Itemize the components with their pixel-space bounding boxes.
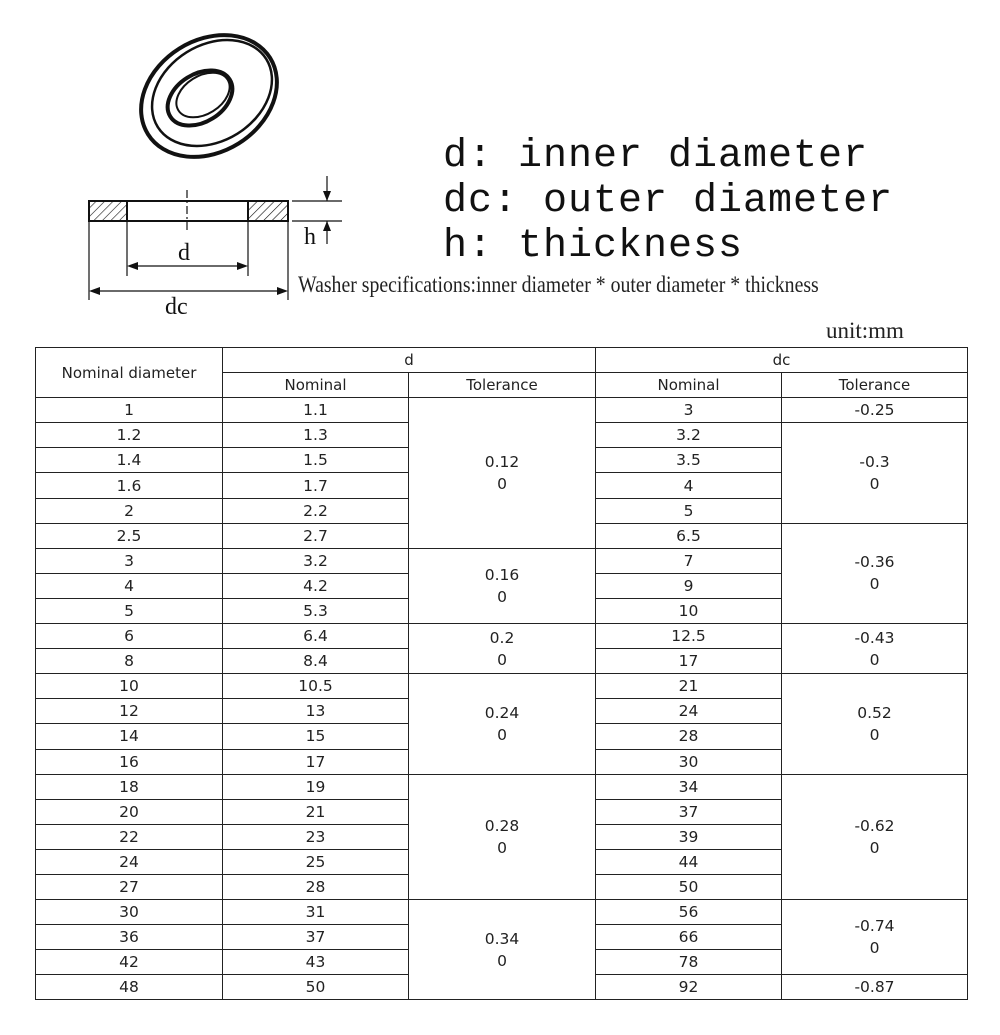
- dc-tolerance-cell: [782, 674, 968, 774]
- header-dc: dc: [596, 348, 968, 373]
- tolerance-lower: 0: [497, 650, 507, 669]
- d-nominal-cell: 2.2: [223, 498, 409, 523]
- dc-nominal-cell: 30: [596, 749, 782, 774]
- tolerance-lower: 0: [869, 939, 880, 958]
- dc-nominal-cell: 10: [596, 598, 782, 623]
- d-nominal-cell: 31: [223, 900, 409, 925]
- legend-outer-diameter: dc: outer diameter: [443, 179, 894, 224]
- dc-nominal-cell: 28: [596, 724, 782, 749]
- d-tolerance-cell: [409, 774, 596, 899]
- tolerance-upper: 0.52: [857, 703, 892, 722]
- nominal-diameter-cell: 8: [36, 649, 223, 674]
- tolerance-lower: 0: [497, 725, 507, 744]
- legend-inner-diameter: d: inner diameter: [443, 134, 869, 179]
- nominal-diameter-cell: 24: [36, 849, 223, 874]
- nominal-diameter-cell: 4: [36, 573, 223, 598]
- tolerance-upper: 0.34: [484, 929, 520, 948]
- tolerance-upper: -0.43: [854, 628, 895, 647]
- d-nominal-cell: 5.3: [223, 598, 409, 623]
- dc-nominal-cell: 12.5: [596, 624, 782, 649]
- header-dc-nominal: Nominal: [596, 373, 782, 398]
- d-nominal-cell: 1.3: [223, 423, 409, 448]
- nominal-diameter-cell: 1.6: [36, 473, 223, 498]
- dc-nominal-cell: 44: [596, 849, 782, 874]
- table-row: [36, 674, 968, 699]
- legend-thickness: h: thickness: [443, 224, 744, 269]
- dc-label: dc: [165, 294, 188, 320]
- nominal-diameter-cell: 6: [36, 624, 223, 649]
- nominal-diameter-cell: 12: [36, 699, 223, 724]
- nominal-diameter-cell: 30: [36, 900, 223, 925]
- dc-nominal-cell: 78: [596, 950, 782, 975]
- tolerance-lower: 0: [497, 951, 507, 970]
- washer-isometric-view: [118, 10, 299, 181]
- tolerance-lower: 0: [869, 575, 880, 594]
- tolerance-lower: 0: [869, 474, 880, 493]
- d-nominal-cell: 25: [223, 849, 409, 874]
- dc-tolerance-cell: [782, 398, 968, 423]
- dc-nominal-cell: 4: [596, 473, 782, 498]
- dc-nominal-cell: 21: [596, 674, 782, 699]
- nominal-diameter-cell: 1.2: [36, 423, 223, 448]
- d-nominal-cell: 37: [223, 925, 409, 950]
- washer-cross-section: [89, 190, 288, 230]
- tolerance-upper: 0.16: [484, 565, 520, 584]
- dc-nominal-cell: 3: [596, 398, 782, 423]
- header-d-tolerance: Tolerance: [409, 373, 596, 398]
- d-tolerance-cell: [409, 900, 596, 1000]
- d-tolerance-cell: [409, 548, 596, 623]
- d-nominal-cell: 13: [223, 699, 409, 724]
- tolerance-upper: -0.3: [859, 452, 890, 471]
- tolerance-upper: -0.25: [854, 401, 895, 420]
- dc-nominal-cell: 56: [596, 900, 782, 925]
- dc-nominal-cell: 50: [596, 874, 782, 899]
- dc-nominal-cell: 34: [596, 774, 782, 799]
- d-nominal-cell: 2.7: [223, 523, 409, 548]
- h-dimension: [292, 176, 342, 244]
- nominal-diameter-cell: 14: [36, 724, 223, 749]
- d-nominal-cell: 4.2: [223, 573, 409, 598]
- d-nominal-cell: 50: [223, 975, 409, 1000]
- nominal-diameter-cell: 22: [36, 824, 223, 849]
- dc-tolerance-cell: [782, 975, 968, 1000]
- d-tolerance-cell: [409, 674, 596, 774]
- d-nominal-cell: 43: [223, 950, 409, 975]
- tolerance-upper: -0.36: [854, 553, 895, 572]
- tolerance-upper: -0.87: [854, 978, 895, 997]
- spec-table-body: [36, 398, 968, 1000]
- dc-nominal-cell: 3.2: [596, 423, 782, 448]
- tolerance-upper: 0.2: [489, 628, 515, 647]
- dc-nominal-cell: 17: [596, 649, 782, 674]
- tolerance-upper: -0.62: [854, 816, 895, 835]
- dc-tolerance-cell: [782, 624, 968, 674]
- dc-nominal-cell: 37: [596, 799, 782, 824]
- dc-tolerance-cell: [782, 523, 968, 623]
- tolerance-upper: 0.24: [484, 703, 520, 722]
- d-nominal-cell: 21: [223, 799, 409, 824]
- dc-nominal-cell: 39: [596, 824, 782, 849]
- nominal-diameter-cell: 42: [36, 950, 223, 975]
- tolerance-lower: 0: [869, 650, 880, 669]
- dc-tolerance-cell: [782, 423, 968, 523]
- dc-nominal-cell: 3.5: [596, 448, 782, 473]
- d-tolerance-cell: [409, 624, 596, 674]
- nominal-diameter-cell: 18: [36, 774, 223, 799]
- nominal-diameter-cell: 3: [36, 548, 223, 573]
- dc-nominal-cell: 5: [596, 498, 782, 523]
- dc-nominal-cell: 66: [596, 925, 782, 950]
- d-nominal-cell: 8.4: [223, 649, 409, 674]
- table-row: [36, 624, 968, 649]
- d-nominal-cell: 15: [223, 724, 409, 749]
- dc-tolerance-cell: [782, 774, 968, 899]
- tolerance-lower: 0: [869, 838, 880, 857]
- nominal-diameter-cell: 10: [36, 674, 223, 699]
- d-label: d: [178, 240, 190, 266]
- d-nominal-cell: 1.1: [223, 398, 409, 423]
- nominal-diameter-cell: 27: [36, 874, 223, 899]
- h-label: h: [304, 224, 316, 250]
- tolerance-upper: 0.12: [484, 452, 520, 471]
- d-tolerance-cell: [409, 398, 596, 549]
- header-d: d: [223, 348, 596, 373]
- d-nominal-cell: 1.7: [223, 473, 409, 498]
- nominal-diameter-cell: 1: [36, 398, 223, 423]
- dc-nominal-cell: 6.5: [596, 523, 782, 548]
- dc-nominal-cell: 92: [596, 975, 782, 1000]
- table-row: [36, 398, 968, 423]
- table-row: [36, 774, 968, 799]
- d-nominal-cell: 23: [223, 824, 409, 849]
- d-nominal-cell: 6.4: [223, 624, 409, 649]
- nominal-diameter-cell: 20: [36, 799, 223, 824]
- dc-nominal-cell: 24: [596, 699, 782, 724]
- d-nominal-cell: 1.5: [223, 448, 409, 473]
- d-nominal-cell: 19: [223, 774, 409, 799]
- nominal-diameter-cell: 36: [36, 925, 223, 950]
- d-nominal-cell: 17: [223, 749, 409, 774]
- header-d-nominal: Nominal: [223, 373, 409, 398]
- tolerance-upper: 0.28: [484, 816, 520, 835]
- nominal-diameter-cell: 48: [36, 975, 223, 1000]
- nominal-diameter-cell: 2.5: [36, 523, 223, 548]
- tolerance-lower: 0: [497, 587, 507, 606]
- d-nominal-cell: 3.2: [223, 548, 409, 573]
- table-row: [36, 900, 968, 925]
- nominal-diameter-cell: 16: [36, 749, 223, 774]
- dc-nominal-cell: 7: [596, 548, 782, 573]
- d-nominal-cell: 10.5: [223, 674, 409, 699]
- d-nominal-cell: 28: [223, 874, 409, 899]
- tolerance-upper: -0.74: [854, 917, 895, 936]
- nominal-diameter-cell: 5: [36, 598, 223, 623]
- header-dc-tolerance: Tolerance: [782, 373, 968, 398]
- tolerance-lower: 0: [497, 838, 507, 857]
- tolerance-lower: 0: [497, 474, 507, 493]
- unit-label: unit:mm: [826, 318, 904, 343]
- specification-note: Washer specifications:inner diameter * outer diameter * thickness: [298, 272, 819, 297]
- tolerance-lower: 0: [869, 725, 880, 744]
- dc-tolerance-cell: [782, 900, 968, 975]
- dc-nominal-cell: 9: [596, 573, 782, 598]
- washer-spec-table: [35, 347, 968, 1000]
- nominal-diameter-cell: 1.4: [36, 448, 223, 473]
- nominal-diameter-cell: 2: [36, 498, 223, 523]
- header-nominal-diameter: Nominal diameter: [36, 348, 223, 398]
